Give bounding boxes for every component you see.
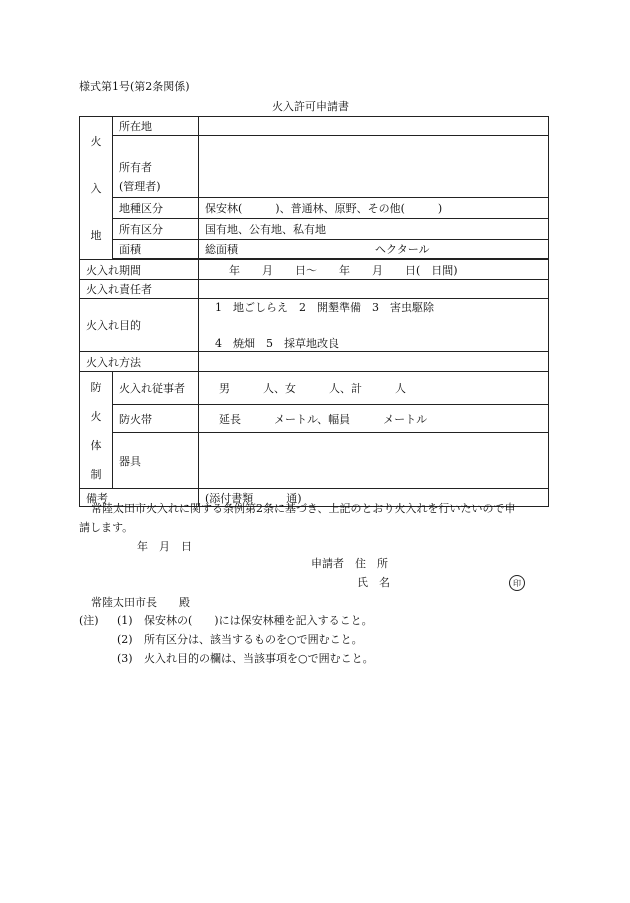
form-number: 様式第1号(第2条関係) <box>79 80 190 93</box>
note-3-text: 火入れ目的の欄は、当該事項を○で囲むこと。 <box>144 652 374 665</box>
area-label: 面積 <box>113 239 199 258</box>
responsible-value[interactable] <box>199 280 549 299</box>
workers-value: 男 人、女 人、計 人 <box>199 372 549 405</box>
firebreak-value: 延長 メートル、幅員 メートル <box>199 405 549 433</box>
purpose-label: 火入れ目的 <box>80 299 199 352</box>
area-unit: ヘクタール <box>375 242 430 256</box>
row-purpose <box>80 299 549 352</box>
owner-label: 所有者 <box>119 160 152 174</box>
location-value[interactable] <box>199 117 549 136</box>
row-firebreak <box>80 405 549 433</box>
location-label: 所在地 <box>113 117 199 136</box>
firebreak-label: 防火帯 <box>113 405 199 433</box>
method-label: 火入れ方法 <box>80 352 199 372</box>
group-char: 地 <box>90 229 102 243</box>
manager-label: (管理者) <box>119 179 161 193</box>
applicant-address-label: 申請者 住 所 <box>311 557 388 570</box>
row-owner <box>80 136 549 197</box>
purpose-value <box>199 299 549 352</box>
method-value[interactable] <box>199 352 549 372</box>
seal-mark: 印 <box>509 575 525 591</box>
group-char: 制 <box>90 467 102 481</box>
note-2-number: (2) <box>117 633 133 646</box>
addressee: 常陸太田市長 殿 <box>91 596 190 609</box>
group-char: 火 <box>90 134 102 148</box>
group-hiire-chi <box>80 117 113 260</box>
note-1-text: 保安林の( )には保安林種を記入すること。 <box>144 614 373 627</box>
group-char: 火 <box>90 409 102 423</box>
note-2-text: 所有区分は、該当するものを○で囲むこと。 <box>144 633 363 646</box>
application-table <box>79 116 549 507</box>
row-responsible <box>80 280 549 299</box>
ownership-value: 国有地、公有地、私有地 <box>199 219 549 239</box>
group-char: 体 <box>90 438 102 452</box>
group-bouka-taisei <box>80 372 113 489</box>
workers-label: 火入れ従事者 <box>113 372 199 405</box>
remarks-value: (添付書類 通) <box>199 489 549 507</box>
row-land-type <box>80 197 549 218</box>
area-value[interactable] <box>199 239 549 258</box>
period-value: 年 月 日～ 年 月 日( 日間) <box>199 260 549 280</box>
remarks-label: 備考 <box>80 489 199 507</box>
responsible-label: 火入れ責任者 <box>80 280 199 299</box>
owner-label-cell <box>113 136 199 197</box>
body-text-line-1: 常陸太田市火入れに関する条例第2条に基づき、上記のとおり火入れを行いたいので申 <box>91 502 516 515</box>
purpose-line-1: 1 地ごしらえ 2 開墾準備 3 害虫駆除 <box>215 301 434 314</box>
ownership-label: 所有区分 <box>113 219 199 239</box>
land-type-value: 保安林( )、普通林、原野、その他( ) <box>199 197 549 218</box>
row-ownership <box>80 219 549 239</box>
body-text-line-2: 請します。 <box>79 521 134 534</box>
document-title: 火入許可申請書 <box>272 100 349 113</box>
row-area <box>80 239 549 258</box>
group-char: 防 <box>90 380 102 394</box>
equipment-value[interactable] <box>199 433 549 489</box>
note-3-number: (3) <box>117 652 133 665</box>
notes-prefix: (注) <box>79 614 99 627</box>
application-date: 年 月 日 <box>137 540 192 553</box>
equipment-label: 器具 <box>113 433 199 489</box>
group-char: 入 <box>90 181 102 195</box>
land-type-label: 地種区分 <box>113 197 199 218</box>
row-method <box>80 352 549 372</box>
owner-value[interactable] <box>199 136 549 197</box>
area-total-label: 総面積 <box>205 242 238 256</box>
row-workers <box>80 372 549 405</box>
applicant-name-label: 氏 名 <box>357 576 390 589</box>
period-label: 火入れ期間 <box>80 260 199 280</box>
row-period <box>80 260 549 280</box>
purpose-line-2: 4 焼畑 5 採草地改良 <box>215 337 339 350</box>
note-1-number: (1) <box>117 614 133 627</box>
row-equipment <box>80 433 549 489</box>
row-location <box>80 117 549 136</box>
